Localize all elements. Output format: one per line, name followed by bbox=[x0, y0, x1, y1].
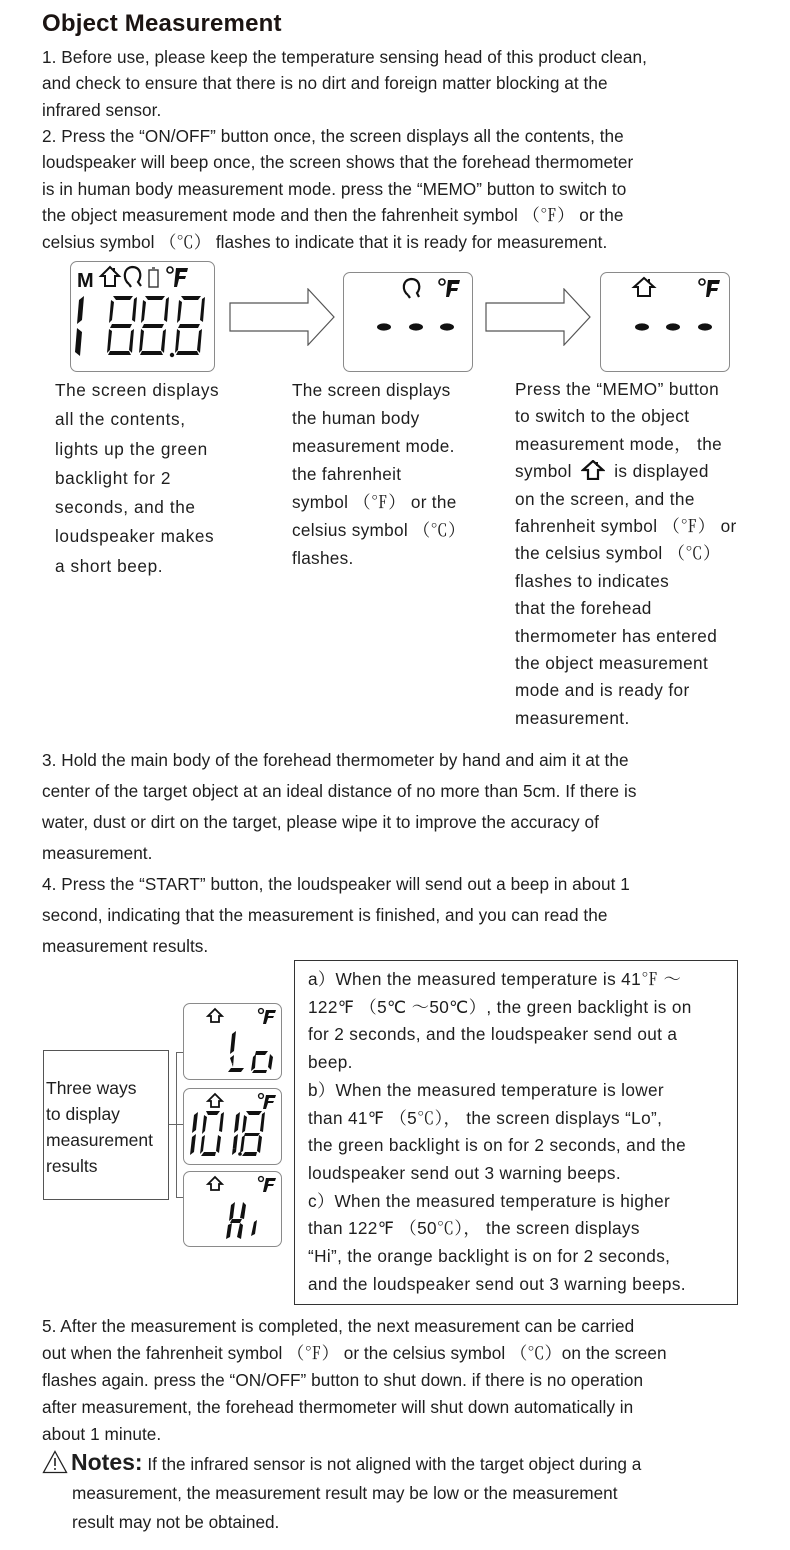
lcd-reading-lo bbox=[228, 1031, 273, 1073]
arrow-right-icon bbox=[228, 288, 336, 346]
lcd-segment bbox=[142, 324, 164, 328]
degree-f-icon bbox=[699, 279, 720, 297]
step-4-line: 4. Press the “START” button, the loudspeaker will send out a beep in about 1 bbox=[42, 874, 630, 894]
lcd-segment bbox=[113, 296, 133, 300]
reading-text: Lo bbox=[232, 1064, 234, 1065]
step-5 bbox=[42, 1313, 752, 1448]
step-5-line: out when the fahrenheit symbol （℉） or the celsius symbol （℃）on the screen bbox=[42, 1343, 667, 1363]
caption-line: to switch to the object bbox=[515, 406, 690, 427]
condition-a-line: a）When the measured temperature is 41℉ ～ bbox=[308, 969, 682, 989]
caption-line: measurement mode. bbox=[292, 436, 455, 456]
caption-line: The screen displays bbox=[292, 380, 451, 400]
dash-segment bbox=[377, 323, 391, 330]
condition-a-line: beep. bbox=[308, 1052, 353, 1073]
house-icon bbox=[634, 278, 654, 296]
condition-c-line: c）When the measured temperature is higher bbox=[308, 1190, 671, 1211]
caption-line: mode and is ready for bbox=[515, 680, 690, 701]
degree-f-icon bbox=[259, 1009, 276, 1024]
lcd-segment bbox=[178, 324, 200, 328]
lcd-segment bbox=[141, 300, 146, 323]
step-5-line: about 1 minute. bbox=[42, 1424, 162, 1444]
condition-b-line: loudspeaker send out 3 warning beeps. bbox=[308, 1162, 621, 1183]
lcd-segment bbox=[145, 296, 165, 300]
caption-line: symbol （℉） or the bbox=[292, 492, 457, 512]
results-label-line: measurement bbox=[46, 1130, 153, 1150]
caption-line: flashes to indicates bbox=[515, 570, 670, 591]
reading-text: Hi bbox=[232, 1232, 233, 1233]
notes-line: result may not be obtained. bbox=[72, 1512, 280, 1532]
step-2-line: 2. Press the “ON/OFF” button once, the screen displays all the contents, the bbox=[42, 126, 624, 146]
step-3 bbox=[42, 745, 752, 869]
lcd-segment bbox=[177, 300, 182, 323]
notes-heading: Notes: bbox=[71, 1449, 143, 1475]
notes-line: measurement, the measurement result may be low or the measurement bbox=[72, 1483, 618, 1503]
step-4 bbox=[42, 869, 752, 962]
caption-line: the human body bbox=[292, 408, 420, 428]
caption-line: seconds, and the bbox=[55, 497, 196, 518]
step-2-line: celsius symbol （℃） flashes to indicate that it is ready for measurement. bbox=[42, 231, 608, 252]
step-1-line: infrared sensor. bbox=[42, 99, 162, 120]
caption-line: fahrenheit symbol （℉） or bbox=[515, 516, 737, 537]
lcd-segment bbox=[200, 297, 205, 322]
notes-text: If the infrared sensor is not aligned with the target object during a bbox=[142, 1454, 642, 1474]
lcd-body-mode bbox=[343, 272, 473, 372]
caption-line: the object measurement bbox=[515, 653, 709, 674]
condition-a-line: for 2 seconds, and the loudspeaker send out a bbox=[308, 1024, 678, 1045]
caption-line: that the forehead bbox=[515, 598, 652, 619]
degree-f-icon bbox=[439, 279, 460, 297]
house-icon bbox=[208, 1094, 222, 1107]
head-icon bbox=[404, 279, 419, 298]
condition-b-line: than 41℉ （5℃）， the screen displays “Lo”, bbox=[308, 1107, 663, 1128]
notes-section bbox=[42, 1448, 762, 1537]
caption-line: the celsius symbol （℃） bbox=[515, 543, 721, 564]
lcd-segment bbox=[181, 296, 201, 300]
step-2-line: loudspeaker will beep once, the screen shows that the forehead thermometer bbox=[42, 152, 634, 173]
lcd-segment bbox=[110, 324, 132, 328]
condition-c-line: than 122℉ （50℃）， the screen displays bbox=[308, 1218, 640, 1239]
lcd-segment bbox=[164, 297, 169, 322]
lcd-result-high bbox=[183, 1171, 282, 1247]
caption-line-with-icon bbox=[515, 458, 737, 485]
lcd-segment bbox=[197, 329, 202, 353]
dash-segment bbox=[666, 323, 680, 330]
step-5-line: flashes again. press the “ON/OFF” button to shut down. if there is no operation bbox=[42, 1370, 644, 1390]
dash-segments bbox=[635, 323, 712, 330]
step-2-line: the object measurement mode and then the fahrenheit symbol （℉） or the bbox=[42, 205, 624, 226]
warning-icon bbox=[42, 1450, 68, 1474]
decimal-point bbox=[170, 353, 174, 357]
degree-f-icon bbox=[167, 267, 188, 287]
step-4-line: second, indicating that the measurement is finished, and you can read the bbox=[42, 905, 608, 925]
notes-line bbox=[42, 1448, 762, 1479]
lcd-reading-101-8 bbox=[190, 1111, 265, 1156]
caption-line: flashes. bbox=[292, 548, 354, 568]
lcd-object-mode bbox=[600, 272, 730, 372]
reading-text: 101.8 bbox=[232, 1149, 235, 1150]
step-1-line: and check to ensure that there is no dirt and foreign matter blocking at the bbox=[42, 73, 608, 94]
arrow-right-icon bbox=[484, 288, 592, 346]
caption-line: all the contents, bbox=[55, 409, 186, 430]
caption-line: measurement mode， the bbox=[515, 433, 723, 454]
step-1 bbox=[42, 44, 752, 123]
lcd-all-segments bbox=[70, 261, 215, 372]
condition-b-line: the green backlight is on for 2 seconds, and the bbox=[308, 1135, 686, 1156]
house-icon bbox=[101, 267, 119, 286]
house-icon bbox=[208, 1177, 222, 1190]
caption-line: celsius symbol （℃） bbox=[292, 520, 466, 540]
caption-line: The screen displays bbox=[55, 380, 220, 400]
lcd-segment bbox=[176, 351, 199, 355]
step-5-line: after measurement, the forehead thermometer will shut down automatically in bbox=[42, 1397, 634, 1417]
caption-all-segments bbox=[55, 376, 219, 581]
lcd-result-normal bbox=[183, 1088, 282, 1165]
caption-line: on the screen, and the bbox=[515, 488, 695, 509]
conditions-box bbox=[294, 960, 738, 1305]
results-label-line: results bbox=[46, 1156, 98, 1176]
condition-a-line: 122℉ （5℃ ～50℃）, the green backlight is on bbox=[308, 996, 692, 1017]
step-3-line: water, dust or dirt on the target, please wipe it to improve the accuracy of bbox=[42, 812, 599, 832]
condition-b-line: b）When the measured temperature is lower bbox=[308, 1079, 664, 1100]
step-2-line: is in human body measurement mode. press the “MEMO” button to switch to bbox=[42, 178, 627, 199]
dash-segments bbox=[377, 323, 454, 330]
house-icon bbox=[208, 1009, 222, 1022]
caption-line: loudspeaker makes bbox=[55, 526, 215, 547]
lcd-segment bbox=[161, 329, 166, 353]
dash-segment bbox=[635, 323, 649, 330]
dash-segment bbox=[440, 323, 454, 330]
condition-c-line: and the loudspeaker send out 3 warning beeps. bbox=[308, 1273, 686, 1294]
page-title: Object Measurement bbox=[42, 10, 282, 37]
lcd-segment bbox=[132, 297, 137, 322]
caption-line: the fahrenheit bbox=[292, 464, 402, 484]
results-label-box bbox=[43, 1050, 169, 1200]
lcd-segment bbox=[109, 300, 114, 323]
caption-line: Press the “MEMO” button bbox=[515, 379, 720, 399]
lcd-segment bbox=[107, 329, 112, 353]
dash-segment bbox=[409, 323, 423, 330]
lcd-segment bbox=[140, 351, 163, 355]
step-3-line: measurement. bbox=[42, 843, 153, 863]
lcd-segment bbox=[129, 329, 134, 353]
lcd-reading-hi bbox=[226, 1202, 257, 1239]
house-icon bbox=[581, 460, 605, 480]
caption-line: a short beep. bbox=[55, 555, 164, 576]
lcd-digits-188-8 bbox=[75, 296, 84, 356]
caption-line: backlight for 2 bbox=[55, 467, 172, 488]
memory-m-icon: M bbox=[77, 270, 94, 292]
dash-segment bbox=[698, 323, 712, 330]
lcd-segment bbox=[175, 329, 180, 353]
caption-line: measurement. bbox=[515, 707, 630, 728]
step-2 bbox=[42, 123, 752, 255]
lcd-segment bbox=[108, 351, 131, 355]
battery-icon bbox=[149, 268, 158, 287]
caption-line: lights up the green bbox=[55, 438, 208, 459]
caption-object-mode bbox=[515, 376, 737, 732]
step-1-line: 1. Before use, please keep the temperature sensing head of this product clean, bbox=[42, 47, 647, 67]
head-icon bbox=[125, 267, 141, 287]
caption-text: is displayed bbox=[614, 461, 709, 482]
lcd-result-low bbox=[183, 1003, 282, 1080]
caption-line: thermometer has entered bbox=[515, 625, 718, 646]
step-5-line: 5. After the measurement is completed, the next measurement can be carried bbox=[42, 1316, 635, 1336]
step-4-line: measurement results. bbox=[42, 936, 209, 956]
results-label-line: Three ways bbox=[46, 1078, 137, 1098]
degree-f-icon bbox=[259, 1177, 276, 1192]
step-3-line: 3. Hold the main body of the forehead thermometer by hand and aim it at the bbox=[42, 750, 629, 770]
step-3-line: center of the target object at an ideal distance of no more than 5cm. If there is bbox=[42, 781, 637, 801]
degree-f-icon bbox=[259, 1094, 276, 1109]
lcd-segment bbox=[139, 329, 144, 353]
caption-body-mode bbox=[292, 376, 466, 572]
condition-c-line: “Hi”, the orange backlight is on for 2 seconds, bbox=[308, 1246, 671, 1267]
caption-text: symbol bbox=[515, 461, 572, 482]
results-label-line: to display bbox=[46, 1104, 120, 1124]
